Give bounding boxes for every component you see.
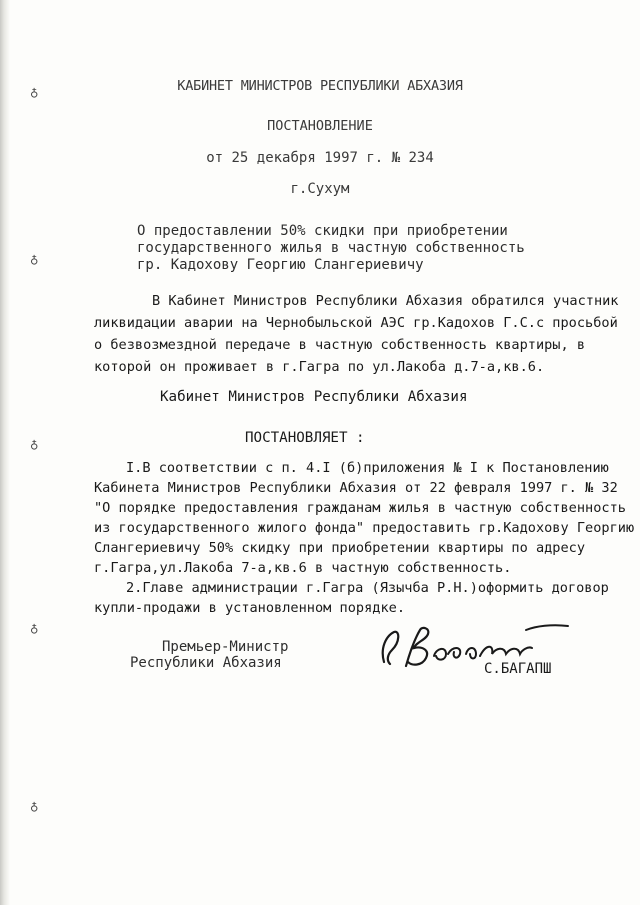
clause-2-line: 2.Главе администрации г.Гагра (Язычба Р.Н.)оформить договор bbox=[126, 580, 609, 596]
document-date-number: от 25 декабря 1997 г. № 234 bbox=[206, 150, 434, 166]
binder-hole-mark: ♁ bbox=[30, 252, 39, 268]
subject-line: государственного жилья в частную собственность bbox=[137, 240, 525, 256]
document-city: г.Сухум bbox=[290, 181, 350, 197]
clause-1-line: Слангериевичу 50% скидку при приобретении квартиры по адресу bbox=[94, 540, 586, 556]
clause-1-line: I.В соответствии с п. 4.I (б)приложения № I к Постановлению bbox=[126, 460, 609, 476]
preamble-line: которой он проживает в г.Гагра по ул.Лакоба д.7-а,кв.6. bbox=[94, 359, 545, 375]
clause-1-line: "О порядке предоставления гражданам жилья в частную собственность bbox=[94, 500, 626, 516]
resolves-heading: ПОСТАНОВЛЯЕТ : bbox=[245, 430, 365, 446]
binder-hole-mark: ♁ bbox=[30, 799, 39, 815]
clause-2-line: купли-продажи в установленном порядке. bbox=[94, 600, 405, 616]
subject-line: О предоставлении 50% скидки при приобретении bbox=[137, 223, 508, 239]
clause-1-line: Кабинета Министров Республики Абхазия от 22 февраля 1997 г. № 32 bbox=[94, 480, 618, 496]
scan-edge bbox=[0, 0, 10, 905]
preamble-line: В Кабинет Министров Республики Абхазия обратился участник bbox=[152, 293, 619, 309]
signatory-position-line: Премьер-Министр bbox=[162, 639, 289, 655]
authority-line: Кабинет Министров Республики Абхазия bbox=[160, 389, 468, 405]
preamble-line: ликвидации аварии на Чернобыльской АЭС гр.Кадохов Г.С.с просьбой bbox=[94, 315, 618, 331]
binder-hole-mark: ♁ bbox=[30, 85, 39, 101]
preamble-line: о безвозмездной передаче в частную собственность квартиры, в bbox=[94, 337, 586, 353]
clause-1-line: из государственного жилого фонда" предоставить гр.Кадохову Георгию bbox=[94, 520, 635, 536]
signatory-position-line: Республики Абхазия bbox=[130, 655, 282, 671]
binder-hole-mark: ♁ bbox=[30, 437, 39, 453]
signatory-name: С.БАГАПШ bbox=[484, 661, 552, 677]
subject-line: гр. Кадохову Георгию Слангериевичу bbox=[137, 257, 424, 273]
binder-hole-mark: ♁ bbox=[30, 621, 39, 637]
clause-1-line: г.Гагра,ул.Лакоба 7-а,кв.6 в частную собственность. bbox=[94, 560, 512, 576]
organization-title: КАБИНЕТ МИНИСТРОВ РЕСПУБЛИКИ АБХАЗИЯ bbox=[177, 78, 463, 94]
document-type: ПОСТАНОВЛЕНИЕ bbox=[267, 118, 373, 134]
